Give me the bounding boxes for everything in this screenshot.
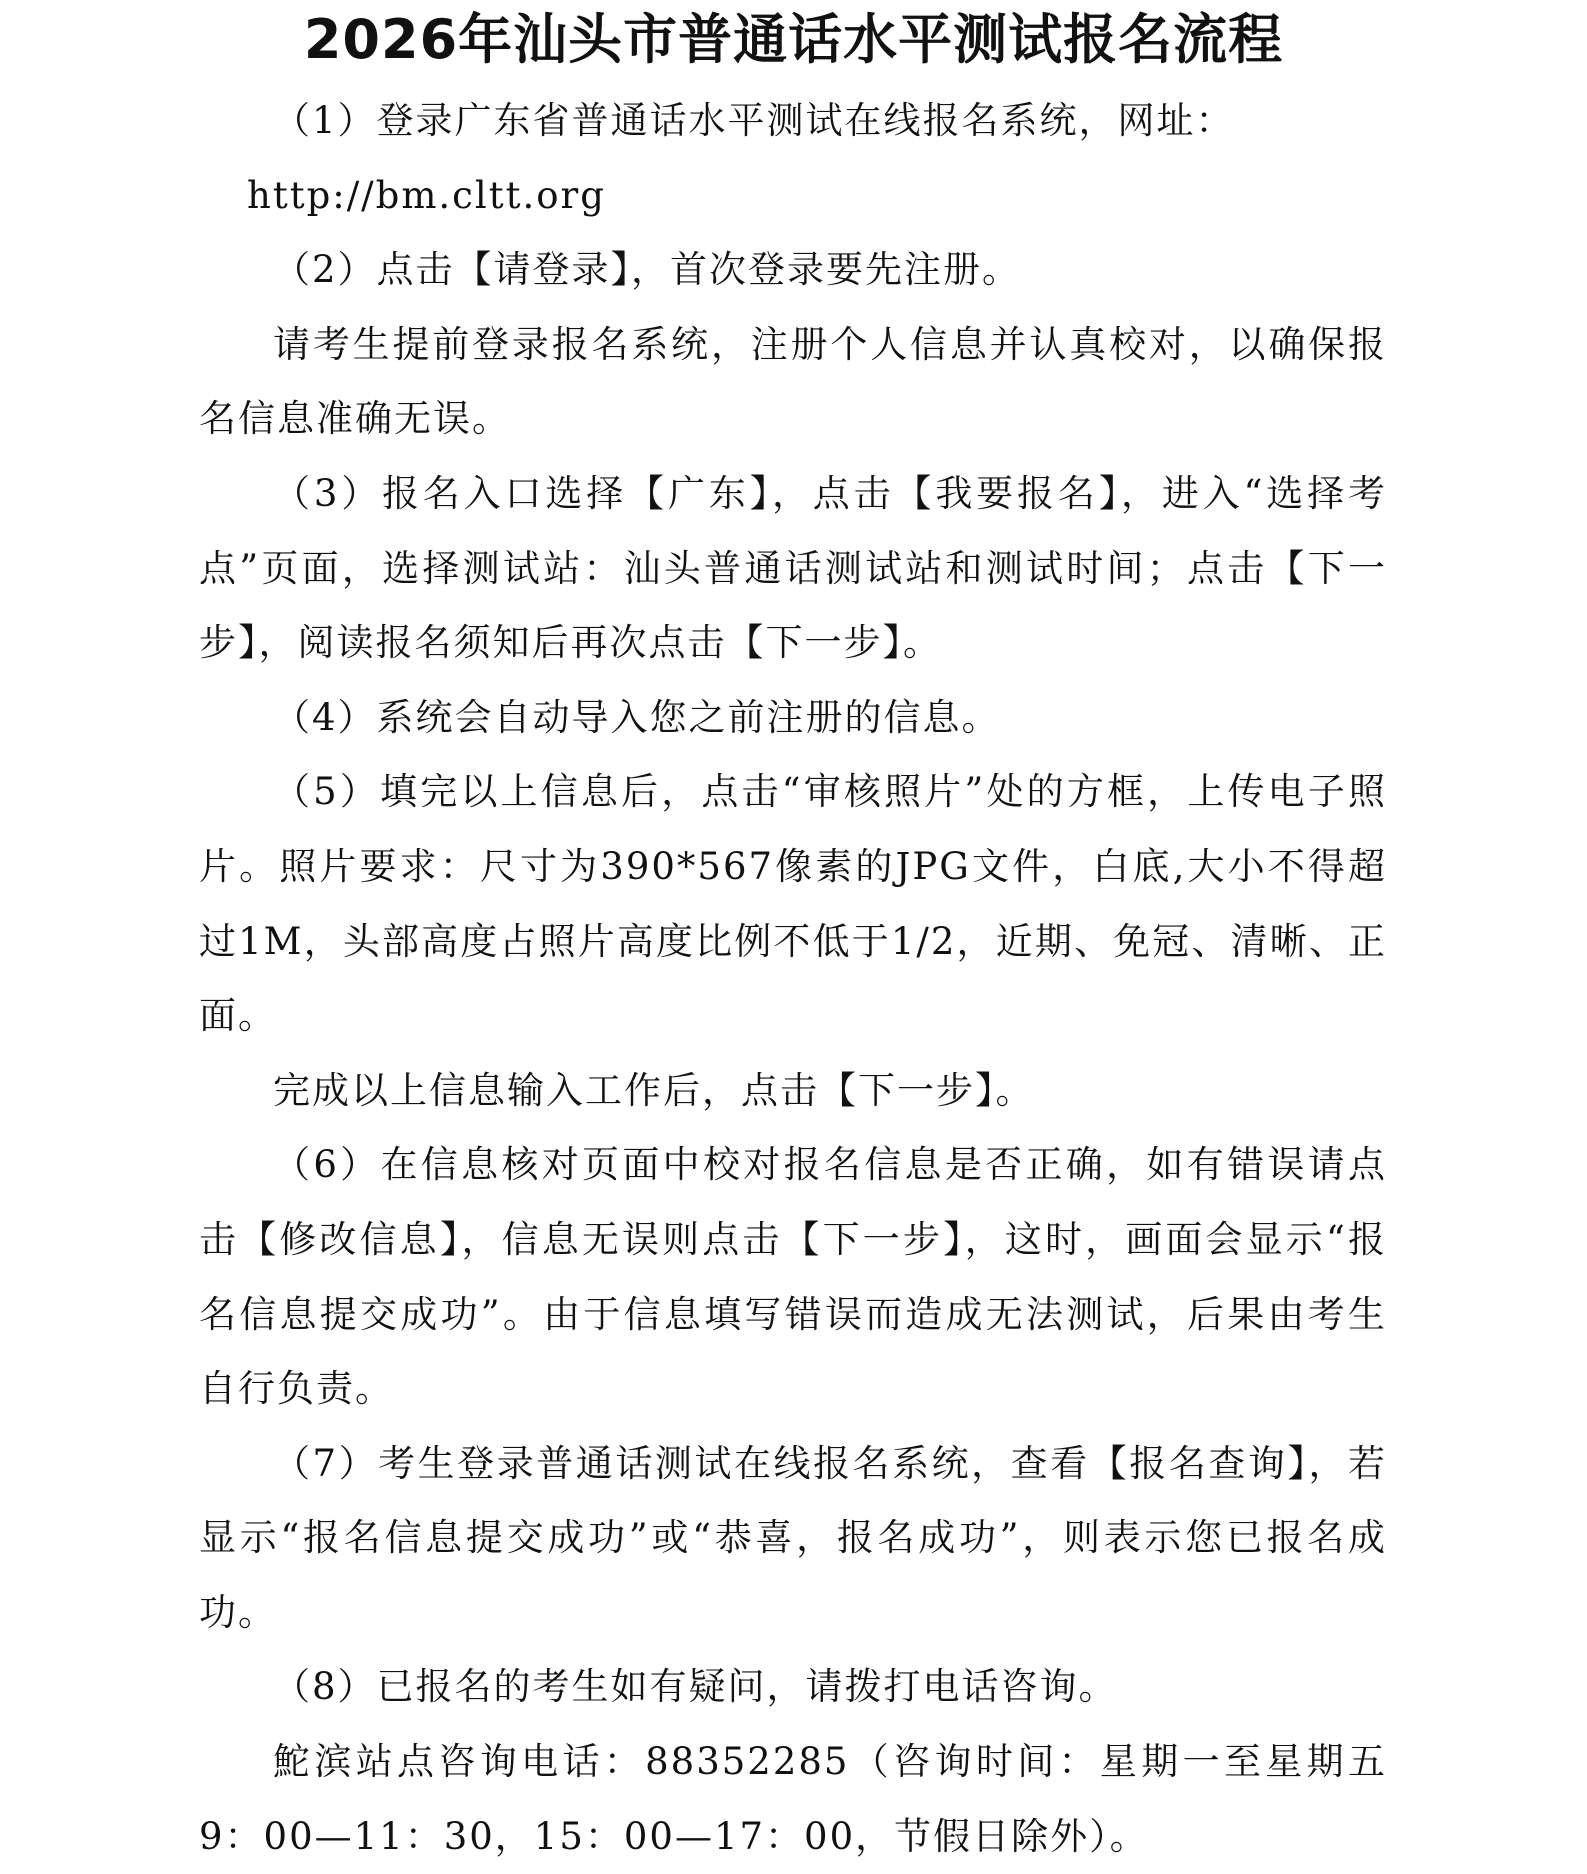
step-5-paragraph: （5）填完以上信息后，点击“审核照片”处的方框，上传电子照片。照片要求：尺寸为390*567像素的JPG文件，白底,大小不得超过1M，头部高度占照片高度比例不低于1/2，近期、免冠、清晰、正面。 xyxy=(199,770,1387,1038)
registration-url: http://bm.cltt.org xyxy=(247,173,606,217)
document-body xyxy=(199,84,1387,1874)
step-6-paragraph: （6）在信息核对页面中校对报名信息是否正确，如有错误请点击【修改信息】，信息无误则点击【下一步】，这时，画面会显示“报名信息提交成功”。由于信息填写错误而造成无法测试，后果由考生自行负责。 xyxy=(199,1143,1387,1411)
contact-phone-paragraph: 鮀滨站点咨询电话：88352285（咨询时间：星期一至星期五9：00—11：30，15：00—17：00，节假日除外）。 xyxy=(199,1740,1387,1858)
step-4-paragraph: （4）系统会自动导入您之前注册的信息。 xyxy=(273,695,1001,739)
step-3-paragraph: （3）报名入口选择【广东】，点击【我要报名】，进入“选择考点”页面，选择测试站：汕头普通话测试站和测试时间；点击【下一步】，阅读报名须知后再次点击【下一步】。 xyxy=(199,471,1387,665)
step-5-followup-paragraph: 完成以上信息输入工作后，点击【下一步】。 xyxy=(273,1068,1035,1112)
document-title: 2026年汕头市普通话水平测试报名流程 xyxy=(303,8,1284,71)
register-note-paragraph: 请考生提前登录报名系统，注册个人信息并认真校对，以确保报名信息准确无误。 xyxy=(199,322,1387,441)
step-2-paragraph: （2）点击【请登录】，首次登录要先注册。 xyxy=(273,248,1022,292)
step-8-paragraph: （8）已报名的考生如有疑问，请拨打电话咨询。 xyxy=(273,1665,1118,1709)
step-7-paragraph: （7）考生登录普通话测试在线报名系统，查看【报名查询】，若显示“报名信息提交成功”或“恭喜，报名成功”，则表示您已报名成功。 xyxy=(199,1441,1387,1634)
step-1-paragraph: （1）登录广东省普通话水平测试在线报名系统，网址： xyxy=(273,99,1235,142)
